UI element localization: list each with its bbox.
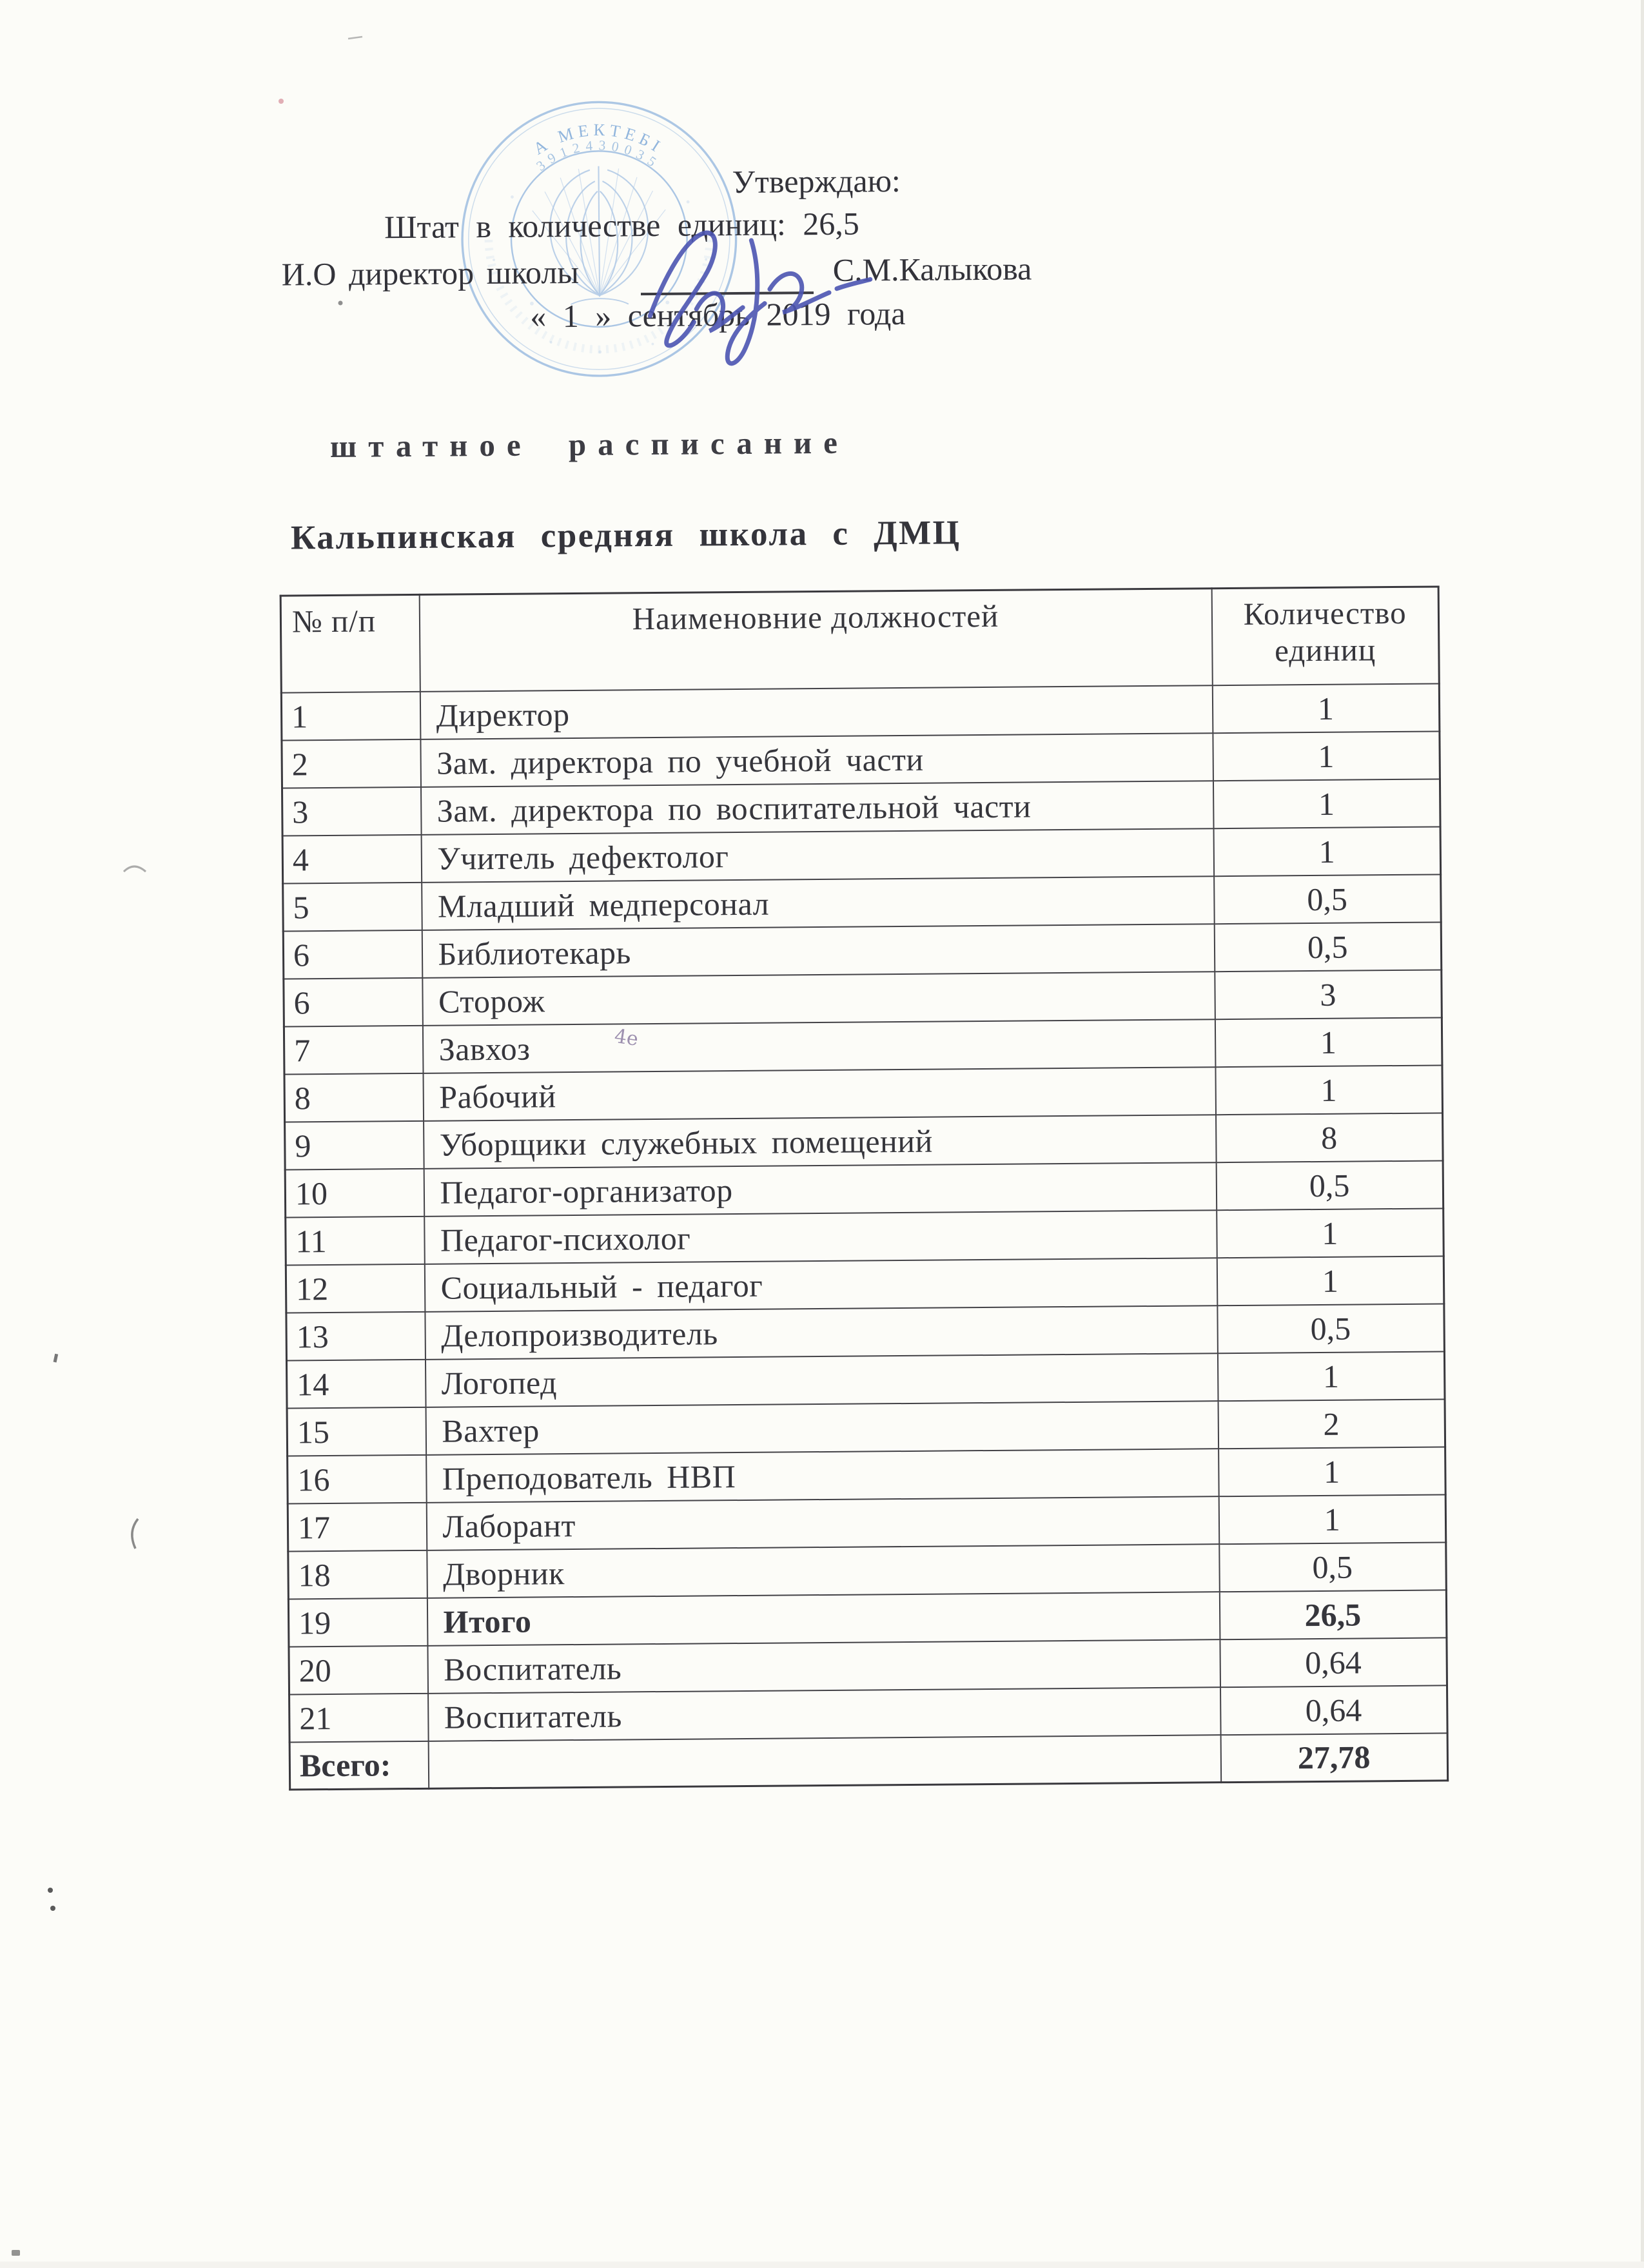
- document-title: штатное расписание: [329, 424, 850, 464]
- position-title-cell: Младший медперсонал: [422, 876, 1215, 930]
- unit-count-cell: 0,64: [1220, 1637, 1447, 1687]
- unit-count-cell: 1: [1217, 1208, 1444, 1258]
- staff-table: [280, 585, 1449, 1790]
- approval-word: Утверждаю:: [732, 162, 901, 200]
- position-title-cell: [428, 1735, 1221, 1789]
- staff-table-body: [281, 683, 1447, 1790]
- table-row: [286, 1256, 1444, 1313]
- unit-count-cell: 1: [1218, 1447, 1446, 1496]
- position-title-cell: Уборщики служебных помещений: [424, 1115, 1217, 1169]
- row-number-cell: 12: [286, 1264, 425, 1313]
- table-row: [288, 1542, 1447, 1599]
- unit-count-cell: 1: [1217, 1351, 1445, 1401]
- position-title-cell: Библиотекарь: [422, 924, 1215, 978]
- row-number-cell: 6: [284, 977, 423, 1026]
- unit-count-cell: 0,5: [1219, 1542, 1447, 1592]
- position-title-cell: Воспитатель: [427, 1639, 1220, 1694]
- table-row: [284, 1017, 1442, 1074]
- row-number-cell: 7: [284, 1025, 423, 1074]
- position-title-cell: Делопроизводитель: [425, 1305, 1218, 1360]
- unit-count-cell: 1: [1217, 1256, 1444, 1305]
- director-signature: [607, 211, 879, 374]
- table-row: [285, 1113, 1443, 1169]
- column-header-number: № п/п: [280, 594, 420, 692]
- position-title-cell: Рабочий: [423, 1067, 1216, 1121]
- row-number-cell: 9: [285, 1120, 424, 1169]
- unit-count-cell: 0,64: [1220, 1685, 1447, 1735]
- table-row: [285, 1160, 1443, 1217]
- unit-count-cell: 0,5: [1214, 922, 1442, 972]
- column-header-position: Наименовние должностей: [419, 589, 1212, 692]
- unit-count-cell: 26,5: [1219, 1590, 1447, 1639]
- row-number-cell: 15: [287, 1407, 426, 1456]
- row-number-cell: 6: [283, 930, 422, 979]
- row-number-cell: 16: [288, 1454, 427, 1503]
- unit-count-cell: 1: [1215, 1017, 1442, 1067]
- row-number-cell: 10: [285, 1168, 424, 1217]
- unit-count-cell: 2: [1218, 1399, 1445, 1449]
- school-name: Кальпинская средняя школа с ДМЦ: [290, 514, 961, 557]
- director-name: С.М.Калыкова: [832, 250, 1032, 288]
- row-number-cell: 4: [282, 834, 422, 883]
- table-row: [289, 1733, 1448, 1790]
- unit-count-cell: 8: [1216, 1113, 1443, 1162]
- position-title-cell: Зам. директора по воспитательной части: [420, 781, 1213, 835]
- table-row: [288, 1590, 1447, 1647]
- unit-count-cell: 0,5: [1216, 1160, 1443, 1210]
- row-number-cell: Всего:: [289, 1741, 429, 1790]
- position-title-cell: Завхоз: [422, 1019, 1215, 1073]
- position-title-cell: Педагог-организатор: [424, 1162, 1217, 1217]
- table-row: [286, 1208, 1444, 1265]
- unit-count-cell: 1: [1213, 779, 1440, 828]
- table-row: [281, 683, 1440, 740]
- unit-count-cell: 3: [1215, 970, 1442, 1019]
- row-number-cell: 17: [288, 1502, 427, 1551]
- table-row: [283, 874, 1442, 931]
- row-number-cell: 13: [286, 1311, 426, 1360]
- table-row: [284, 970, 1442, 1026]
- director-label: И.О директор школы: [281, 253, 580, 293]
- unit-count-cell: 27,78: [1220, 1733, 1448, 1783]
- pencil-mark: 4е: [612, 1024, 640, 1051]
- unit-count-cell: 1: [1218, 1494, 1446, 1544]
- stamp-arc-digits: 3912430035: [533, 137, 664, 174]
- table-header-row: [280, 587, 1439, 692]
- scan-edge-shadow: [1641, 0, 1644, 2262]
- table-row: [288, 1447, 1446, 1503]
- position-title-cell: Итого: [427, 1592, 1220, 1646]
- unit-count-cell: 1: [1215, 1065, 1443, 1115]
- unit-count-cell: 1: [1212, 683, 1440, 733]
- unit-count-cell: 1: [1213, 826, 1441, 876]
- position-title-cell: Сторож: [422, 972, 1215, 1026]
- table-row: [282, 826, 1441, 883]
- position-title-cell: Зам. директора по учебной части: [420, 733, 1213, 787]
- unit-count-cell: 1: [1213, 731, 1440, 781]
- position-title-cell: Учитель дефектолог: [421, 828, 1214, 883]
- position-title-cell: Директор: [420, 685, 1213, 739]
- row-number-cell: 20: [289, 1645, 428, 1694]
- table-row: [282, 731, 1440, 788]
- table-row: [286, 1351, 1445, 1408]
- position-title-cell: Лаборант: [426, 1496, 1219, 1550]
- column-header-count: Количество единиц: [1211, 587, 1439, 685]
- row-number-cell: 11: [286, 1216, 425, 1265]
- row-number-cell: 14: [286, 1359, 426, 1408]
- row-number-cell: 3: [282, 787, 422, 836]
- row-number-cell: 2: [282, 739, 421, 788]
- position-title-cell: Социальный - педагог: [424, 1258, 1217, 1312]
- table-row: [288, 1494, 1446, 1551]
- row-number-cell: 18: [288, 1550, 427, 1599]
- position-title-cell: Преподователь НВП: [426, 1449, 1219, 1503]
- table-row: [282, 779, 1441, 836]
- table-row: [289, 1685, 1448, 1742]
- row-number-cell: 21: [289, 1693, 429, 1742]
- date-line: « 1 » сентябрь 2019 года: [530, 295, 906, 335]
- row-number-cell: 19: [288, 1598, 427, 1647]
- row-number-cell: 5: [283, 882, 422, 931]
- staff-count-line: Штат в количестве единиц: 26,5: [384, 205, 859, 246]
- position-title-cell: Педагог-психолог: [424, 1210, 1217, 1264]
- table-row: [287, 1399, 1445, 1456]
- table-row: [286, 1304, 1445, 1360]
- table-row: [284, 1065, 1443, 1122]
- table-row: [283, 922, 1442, 979]
- row-number-cell: 8: [284, 1073, 424, 1122]
- unit-count-cell: 0,5: [1217, 1304, 1445, 1353]
- position-title-cell: Вахтер: [426, 1401, 1218, 1455]
- position-title-cell: Логопед: [425, 1353, 1218, 1407]
- table-row: [289, 1637, 1447, 1694]
- row-number-cell: 1: [281, 691, 420, 740]
- unit-count-cell: 0,5: [1214, 874, 1442, 924]
- stamp-arc-text: А МЕКТЕБІ: [530, 120, 667, 159]
- position-title-cell: Воспитатель: [428, 1687, 1221, 1741]
- position-title-cell: Дворник: [427, 1544, 1220, 1598]
